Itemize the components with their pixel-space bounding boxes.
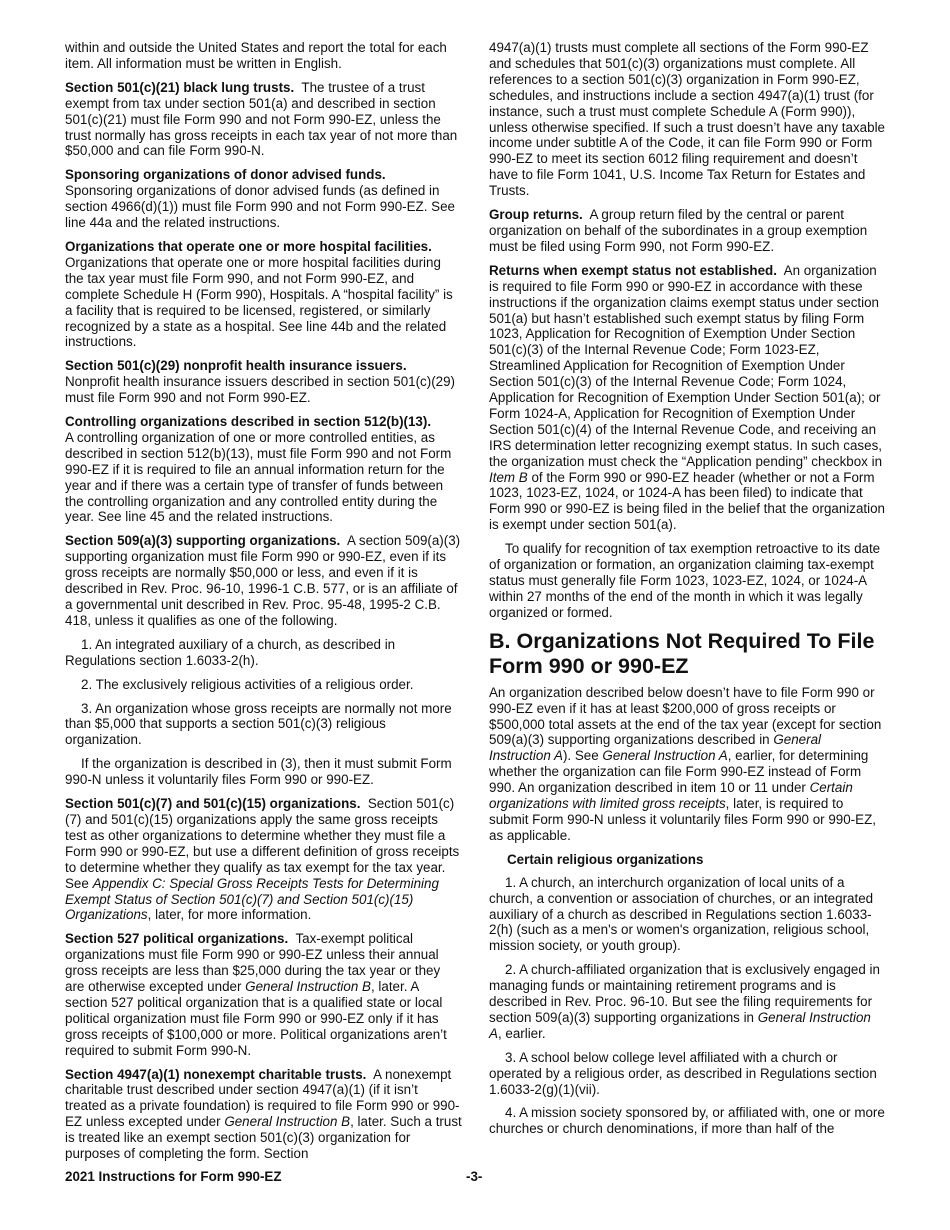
page-number: -3-	[466, 1169, 483, 1184]
section-b-intro-paragraph: An organization described below doesn’t have to file Form 990 or 990-EZ even if it has at least $200,000 of gross receipts or $500,000 total assets at the end of the tax year (except for section 509(a)(3) supporting organizations described in General Instruction A). See General Instruction A, earlier, for determining whether the organization can file Form 990-EZ instead of Form 990. An organization described in item 10 or 11 under Certain organizations with limited gross receipts, later, is required to submit Form 990-N unless it voluntarily files Form 990 or 990-EZ, as applicable.	[489, 684, 882, 843]
list-item: 2. A church-affiliated organization that is exclusively engaged in managing funds or maintaining retirement programs and is described in Rev. Proc. 96-10. But see the filing requirements for section 509(a)(3) supporting organizations in General Instruction A, earlier.	[489, 962, 880, 1041]
supporting-organizations-heading: Section 509(a)(3) supporting organizations.	[65, 533, 341, 549]
general-instruction-a-reference: General Instruction A	[489, 1009, 871, 1041]
health-insurance-issuers-paragraph: Section 501(c)(29) nonprofit health insurance issuers. Nonprofit health insurance issuers described in section 501(c)(29) must file Form 990 and not Form 990-EZ.	[65, 358, 456, 406]
controlling-organizations-paragraph: Controlling organizations described in section 512(b)(13). A controlling organization of one or more controlled entities, as described in section 512(b)(13), must file Form 990 and not Form 990-EZ if it is required to file an annual information return for the year and if there was a certain type of transfer of funds between the controlling organization and any controlled entity during the year. See line 45 and the related instructions.	[65, 414, 452, 525]
hospital-facilities-heading: Organizations that operate one or more hospital facilities.	[65, 238, 432, 254]
list-item: 3. A school below college level affiliated with a church or operated by a religious order, as described in Regulations section 1.6033-2(g)(1)(vii).	[489, 1049, 877, 1097]
nonexempt-trusts-heading: Section 4947(a)(1) nonexempt charitable trusts.	[65, 1066, 367, 1082]
group-returns-paragraph: Group returns. A group return filed by the central or parent organization on behalf of the subordinates in a group exemption must be filed using Form 990, not Form 990-EZ.	[489, 207, 868, 254]
black-lung-trusts-paragraph: Section 501(c)(21) black lung trusts. The trustee of a trust exempt from tax under section 501(a) and described in section 501(c)(21) must file Form 990 and not Form 990-EZ, unless the trust normally has gross receipts in each tax year of not more than $50,000 and can file Form 990-N.	[65, 79, 458, 159]
list-item: 3. An organization whose gross receipts are normally not more than $5,000 that supports a section 501(c)(3) religious organization.	[65, 700, 452, 748]
black-lung-trusts-heading: Section 501(c)(21) black lung trusts.	[65, 79, 295, 95]
retroactive-qualification-paragraph: To qualify for recognition of tax exemption retroactive to its date of organization or formation, an organization claiming tax-exempt status must generally file Form 1023, 1023-EZ, 1024, or 1024-A within 27 months of the end of the month in which it was legally organized or formed.	[489, 541, 881, 620]
intro-paragraph: within and outside the United States and report the total for each item. All information must be written in English.	[65, 40, 447, 71]
exempt-status-not-established-heading: Returns when exempt status not established.	[489, 262, 777, 278]
exempt-status-not-established-paragraph: Returns when exempt status not established. An organization is required to file Form 990 or 990-EZ in accordance with these instructions if the organization claims exempt status under section 501(a) but hasn’t established such exempt status by filing Form 1023, Application for Recognition of Exemption Under Section 501(c)(3) of the Internal Revenue Code; Form 1023-EZ, Streamlined Application for Recognition of Exemption Under Section 501(c)(3) of the Internal Revenue Code; Form 1024, Application for Recognition of Exemption Under Section 501(a); or Form 1024-A, Application for Recognition of Exemption Under Section 501(c)(4) of the Internal Revenue Code, and receiving an IRS determination letter recognizing exempt status. In such cases, the organization must check the “Application pending” checkbox in Item B of the Form 990 or 990-EZ header (whether or not a Form 1023, 1023-EZ, 1024, or 1024-A has been filed) to indicate that Form 990 or 990-EZ is being filed in the belief that the organization is exempt under section 501(a).	[489, 262, 885, 533]
list-item: 2. The exclusively religious activities of a religious order.	[81, 676, 414, 692]
list-item: 1. An integrated auxiliary of a church, as described in Regulations section 1.6033-2(h).	[65, 636, 396, 668]
health-insurance-issuers-heading: Section 501(c)(29) nonprofit health insurance issuers.	[65, 358, 407, 374]
general-instruction-a-reference: General Instruction A	[489, 732, 821, 764]
general-instruction-a-reference: General Instruction A	[602, 748, 728, 764]
c7-c15-paragraph: Section 501(c)(7) and 501(c)(15) organizations. Section 501(c)(7) and 501(c)(15) organizations apply the same gross receipts test as other organizations to determine whether they must file a Form 990 or 990-EZ, but use a different definition of gross receipts to determine whether they qualify as tax exempt for the tax year. See Appendix C: Special Gross Receipts Tests for Determining Exempt Status of Section 501(c)(7) and Section 501(c)(15) Organizations, later, for more information.	[65, 796, 460, 923]
item-b-reference: Item B	[489, 469, 528, 485]
general-instruction-b-reference: General Instruction B	[245, 979, 371, 995]
section-b-heading: B. Organizations Not Required To File Form 990 or 990-EZ	[489, 628, 875, 678]
limited-gross-receipts-reference: Certain organizations with limited gross receipts	[489, 780, 853, 812]
right-column	[489, 40, 886, 1145]
hospital-facilities-paragraph: Organizations that operate one or more hospital facilities. Organizations that operate one or more hospital facilities during the tax year must file Form 990, and not Form 990-EZ, and complete Schedule H (Form 990), Hospitals. A “hospital facility” is a facility that is required to be licensed, registered, or similarly recognized by a state as a hospital. See line 44b and the related instructions.	[65, 238, 453, 350]
group-returns-heading: Group returns.	[489, 207, 583, 223]
list-item: 1. A church, an interchurch organization of local units of a church, a convention or association of churches, or an integrated auxiliary of a church as described in Regulations section 1.6033-2(h) (such as a men's or women's organization, religious school, mission society, or youth group).	[489, 874, 874, 954]
c7-c15-heading: Section 501(c)(7) and 501(c)(15) organizations.	[65, 796, 361, 812]
donor-advised-funds-heading: Sponsoring organizations of donor advised funds.	[65, 167, 386, 183]
left-column	[65, 40, 462, 1170]
controlling-organizations-heading: Controlling organizations described in section 512(b)(13).	[65, 414, 432, 430]
list-item: 4. A mission society sponsored by, or affiliated with, one or more churches or church denominations, if more than half of the	[489, 1105, 885, 1137]
donor-advised-funds-paragraph: Sponsoring organizations of donor advised funds. Sponsoring organizations of donor advised funds (as defined in section 4966(d)(1)) must file Form 990 and not Form 990-EZ. See line 44a and the related instructions.	[65, 167, 455, 231]
item3-note: If the organization is described in (3), then it must submit Form 990-N unless it voluntarily files Form 990 or 990-EZ.	[65, 756, 452, 788]
supporting-organizations-paragraph: Section 509(a)(3) supporting organizations. A section 509(a)(3) supporting organization must file Form 990 or 990-EZ, even if its gross receipts are normally $50,000 or less, and even if it is described in Rev. Proc. 96-10, 1996-1 C.B. 577, or is an affiliate of a governmental unit described in Rev. Proc. 95-48, 1995-2 C.B. 418, unless it qualifies as one of the following.	[65, 533, 461, 628]
appendix-c-reference: Appendix C: Special Gross Receipts Tests for Determining Exempt Status of Section 501(c)(7) and Section 501(c)(15) Organizations	[65, 875, 439, 923]
footer-title: 2021 Instructions for Form 990-EZ	[65, 1169, 282, 1184]
trusts-continued-paragraph: 4947(a)(1) trusts must complete all sections of the Form 990-EZ and schedules that 501(c)(3) organizations must complete. All references to a section 501(c)(3) organization in Form 990-EZ, schedules, and instructions include a section 4947(a)(1) trust (for instance, such a trust must complete Schedule A (Form 990)), unless otherwise specified. If such a trust doesn’t have any taxable income under subtitle A of the Code, it can file Form 990 or Form 990-EZ to meet its section 6012 filing requirement and doesn’t have to file Form 1041, U.S. Income Tax Return for Estates and Trusts.	[489, 40, 885, 199]
religious-organizations-subheading: Certain religious organizations	[507, 851, 704, 867]
political-organizations-paragraph: Section 527 political organizations. Tax-exempt political organizations must file Form 990 or 990-EZ unless their annual gross receipts are less than $25,000 during the tax year or they are otherwise excepted under General Instruction B, later. A section 527 political organization that is a qualified state or local political organization must file Form 990 or 990-EZ only if it has gross receipts of $100,000 or more. Political organizations aren’t required to submit Form 990-N.	[65, 931, 447, 1058]
general-instruction-b-reference: General Instruction B	[224, 1114, 351, 1130]
political-organizations-heading: Section 527 political organizations.	[65, 931, 289, 947]
nonexempt-trusts-paragraph: Section 4947(a)(1) nonexempt charitable trusts. A nonexempt charitable trust described under section 4947(a)(1) (if it isn’t treated as a private foundation) is required to file Form 990 or 990-EZ unless excepted under General Instruction B, later. Such a trust is treated like an exempt section 501(c)(3) organization for purposes of completing the form. Section	[65, 1066, 462, 1162]
